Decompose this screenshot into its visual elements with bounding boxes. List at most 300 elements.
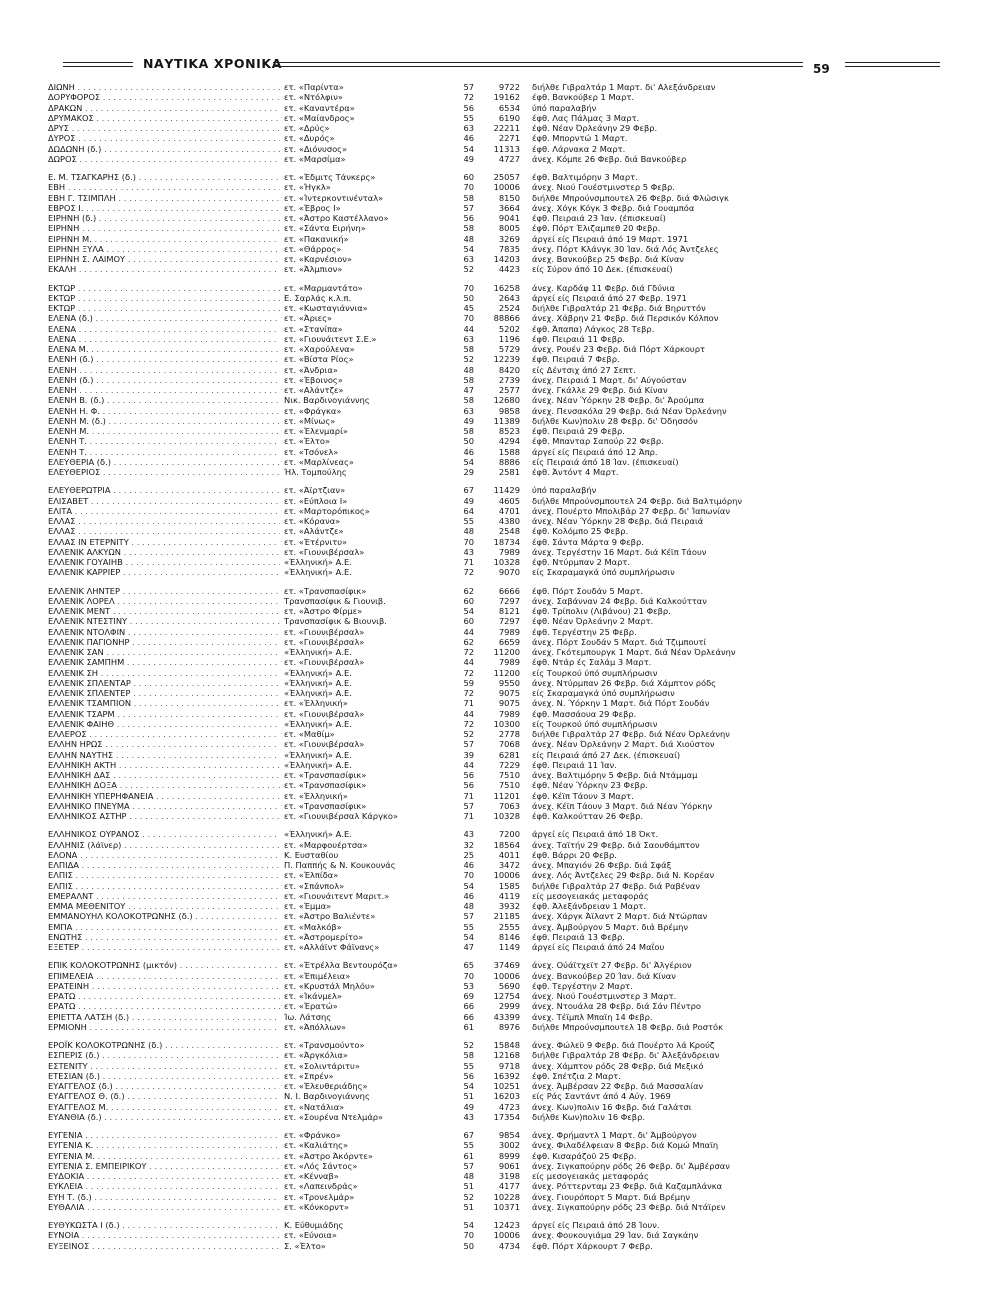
build-year: 50 xyxy=(463,436,474,447)
voyage-status: άνεχ. Χόγκ Κόγκ 3 Φεβρ. διά Γουαμπόα xyxy=(532,202,695,213)
ship-name: ΕΥΓΕΝΙΑ Κ. . . . xyxy=(48,1140,280,1150)
gross-tonnage: 5202 xyxy=(498,323,520,334)
voyage-status: άνεχ. Γκότεμπουργκ 1 Μαρτ. διά Νέαν Όρλεάνην xyxy=(532,647,736,657)
ship-name: ΕΚΤΩΡ . . . xyxy=(48,293,280,303)
build-year: 51 xyxy=(463,1091,474,1102)
voyage-status: έφθ. Πόρτ Σουδάν 5 Μαρτ. xyxy=(532,585,643,596)
gross-tonnage: 5729 xyxy=(498,344,520,354)
ship-name: ΕΚΤΩΡ . . . xyxy=(48,303,280,313)
build-year: 44 xyxy=(463,657,474,668)
voyage-status: έφθ. Μασσάουα 29 Φεβρ. xyxy=(532,708,637,719)
voyage-status: είς Πειραιά άπό 27 Δεκ. (έπισκευαί) xyxy=(532,749,681,760)
gross-tonnage: 8150 xyxy=(498,192,520,203)
ship-group xyxy=(48,829,943,952)
voyage-status: άνεχ. Γιουρόπορτ 5 Μαρτ. διά Βρέμην xyxy=(532,1191,690,1202)
gross-tonnage: 9550 xyxy=(498,677,520,688)
ship-name: ΔΩΔΩΝΗ (δ.) . . . xyxy=(48,144,280,154)
ship-row xyxy=(48,616,943,626)
ship-row xyxy=(48,457,943,467)
ship-row xyxy=(48,596,943,606)
ship-name: ΕΙΡΗΝΗ ΞΥΛΑ . . . xyxy=(48,244,280,254)
ship-owner: ετ. «Πακανική» xyxy=(284,233,349,244)
voyage-status: άνεχ. Ντουάλα 28 Φεβρ. διά Σάν Πέντρο xyxy=(532,1001,701,1012)
gross-tonnage: 10006 xyxy=(493,870,520,881)
build-year: 39 xyxy=(463,749,474,760)
build-year: 32 xyxy=(463,839,474,850)
voyage-status: άργεί είς Πειραιά άπό 28 Ίουν. xyxy=(532,1220,660,1230)
ship-name: ΔΟΡΥΦΟΡΟΣ . . . xyxy=(48,92,280,102)
ship-owner: ετ. «Σάντα Ειρήνη» xyxy=(284,223,366,234)
voyage-status: διήλθε Κων)πολιν 28 Φεβρ. δι' Όδησσόν xyxy=(532,415,698,426)
gross-tonnage: 9075 xyxy=(498,688,520,698)
gross-tonnage: 7297 xyxy=(498,595,520,606)
voyage-status: έφθ. Τεργέστην 2 Μαρτ. xyxy=(532,980,633,991)
ship-row xyxy=(48,1220,943,1230)
ship-row xyxy=(48,193,943,203)
ship-name: ΕΛΕΥΘΕΡΙΟΣ . . . xyxy=(48,467,280,477)
ship-row xyxy=(48,678,943,688)
ship-owner: Ήλ. Τομπούλης xyxy=(284,467,347,477)
ship-name: ΕΛΕΝΑ . . . xyxy=(48,324,280,334)
gross-tonnage: 7068 xyxy=(498,739,520,750)
ship-owner: ετ. «Άϊρτζιαν» xyxy=(284,485,346,496)
gross-tonnage: 6281 xyxy=(498,749,520,760)
ship-row xyxy=(48,750,943,760)
ship-row xyxy=(48,870,943,880)
gross-tonnage: 7510 xyxy=(498,780,520,791)
gross-tonnage: 12168 xyxy=(493,1050,520,1061)
ship-owner: ετ. «Εύνοια» xyxy=(284,1230,337,1241)
ship-owner: ετ. «Καρνέσιον» xyxy=(284,254,352,264)
build-year: 52 xyxy=(463,1040,474,1050)
ship-row xyxy=(48,606,943,616)
ship-owner: ετ. «Έμμα» xyxy=(284,901,332,911)
build-year: 56 xyxy=(463,213,474,223)
ship-name: ΕΜΕΡΑΛΝΤ . . . xyxy=(48,891,280,901)
build-year: 57 xyxy=(463,202,474,213)
voyage-status: άνεχ. Χάργκ Άϊλαντ 2 Μαρτ. διά Ντώρπαν xyxy=(532,911,708,922)
voyage-status: έφθ. Πειραιά 7 Φεβρ. xyxy=(532,354,620,365)
ship-owner: Σ. «Έλτο» xyxy=(284,1240,326,1251)
ship-row xyxy=(48,801,943,811)
voyage-status: άνεχ. Πειραιά 1 Μαρτ. δι' Αύγούσταν xyxy=(532,374,687,385)
ship-group xyxy=(48,586,943,822)
voyage-status: άνεχ. Τέϊμπλ Μπαϊη 14 Φεβρ. xyxy=(532,1011,653,1022)
gross-tonnage: 2548 xyxy=(498,526,520,537)
ship-owner: ετ. «Δυρός» xyxy=(284,133,335,144)
build-year: 71 xyxy=(463,811,474,821)
ship-row xyxy=(48,911,943,921)
ship-owner: ετ. «Μίνως» xyxy=(284,415,336,426)
ship-owner: «Έλληνική» Α.Ε. xyxy=(284,749,352,760)
ship-name: ΕΛΛΕΡΟΣ . . . xyxy=(48,729,280,739)
ship-owner: ετ. «Μαίανδρος» xyxy=(284,112,355,123)
ship-name: ΕΥΑΓΓΕΛΟΣ (δ.) . . . xyxy=(48,1081,280,1091)
ship-name: ΕΛΛΗΝΙΚΗ ΔΑΣ . . . xyxy=(48,770,280,780)
gross-tonnage: 10228 xyxy=(493,1191,520,1202)
ship-row xyxy=(48,881,943,891)
ship-group xyxy=(48,485,943,577)
ship-name: ΔΡΑΚΩΝ . . . xyxy=(48,103,280,113)
voyage-status: άνεχ. Νέαν Ύόρκην 28 Φεβρ. δι' Άρούμπα xyxy=(532,395,705,406)
voyage-status: άργεί είς Πειραιά άπό 18 Όκτ. xyxy=(532,829,659,840)
ship-name: ΕΒΗ . . . xyxy=(48,182,280,192)
ship-group xyxy=(48,1220,943,1251)
voyage-status: άνεχ. Χάμπτον ρόδς 28 Φεβρ. διά Μεξικό xyxy=(532,1060,704,1071)
ship-owner: ετ. «Έλληνική» xyxy=(284,698,348,709)
ship-owner: ετ. «Μαρφουέρτσα» xyxy=(284,839,368,850)
build-year: 57 xyxy=(463,911,474,922)
ship-name: ΕΛΕΝΗ Μ. . . . xyxy=(48,426,280,436)
ship-owner: ετ. «Έρατώ» xyxy=(284,1001,338,1012)
ship-name: ΕΡΟΪΚ ΚΟΛΟΚΟΤΡΩΝΗΣ (δ.) . . . xyxy=(48,1040,280,1050)
ship-row xyxy=(48,698,943,708)
gross-tonnage: 11200 xyxy=(493,647,520,657)
gross-tonnage: 17354 xyxy=(493,1111,520,1122)
build-year: 48 xyxy=(463,901,474,911)
build-year: 55 xyxy=(463,921,474,932)
ship-name: ΕΛΛΗΝΙΚΟΣ ΟΥΡΑΝΟΣ . . . xyxy=(48,829,280,839)
voyage-status: άνεχ. Ν. Ύόρκην 1 Μαρτ. διά Πόρτ Σουδάν xyxy=(532,698,710,709)
ship-name: ΕΥΗ Τ. (δ.) . . . xyxy=(48,1192,280,1202)
ship-owner: «Έλληνική» Α.Ε. xyxy=(284,647,352,657)
ship-name: ΕΡΑΤΕΙΝΗ . . . xyxy=(48,981,280,991)
ship-owner: ετ. «Γιουνιβέρσαλ» xyxy=(284,708,365,719)
voyage-status: άνεχ. Κόμπε 26 Φεβρ. διά Βανκούβερ xyxy=(532,153,687,164)
gross-tonnage: 12239 xyxy=(493,354,520,365)
gross-tonnage: 4734 xyxy=(498,1240,520,1251)
build-year: 65 xyxy=(463,960,474,971)
build-year: 58 xyxy=(463,192,474,203)
build-year: 58 xyxy=(463,1050,474,1061)
ship-name: ΕΛΛΗΝ ΗΡΩΣ . . . xyxy=(48,739,280,749)
voyage-status: διήλθε Μπρούνσμπουτελ 26 Φεβρ. διά Φλώσιγκ xyxy=(532,192,729,203)
ship-name: ΔΩΡΟΣ . . . xyxy=(48,154,280,164)
ship-name: ΕΜΠΑ . . . xyxy=(48,922,280,932)
ship-name: ΕΙΡΗΝΗ Μ. . . . xyxy=(48,234,280,244)
ship-name: ΕΛΛΕΝΙΚ ΣΠΛΕΝΤΑΡ . . . xyxy=(48,678,280,688)
ship-owner: ετ. «Έλευθεριάδης» xyxy=(284,1081,368,1091)
voyage-status: έφθ. Βάρρι 20 Φεβρ. xyxy=(532,849,617,860)
gross-tonnage: 21185 xyxy=(493,911,520,922)
gross-tonnage: 8146 xyxy=(498,931,520,942)
ship-name: ΕΛΕΥΘΕΡΩΤΡΙΑ . . . xyxy=(48,485,280,495)
voyage-status: άνεχ. Άμβέρσαν 22 Φεβρ. διά Μασσαλίαν xyxy=(532,1081,704,1091)
ship-row xyxy=(48,1130,943,1140)
gross-tonnage: 8886 xyxy=(498,456,520,467)
voyage-status: έφθ. Ντάρ ές Σαλάμ 3 Μαρτ. xyxy=(532,657,652,668)
ship-row xyxy=(48,436,943,446)
build-year: 63 xyxy=(463,405,474,416)
ship-row xyxy=(48,791,943,801)
ship-name: ΕΛΛΑΣ . . . xyxy=(48,516,280,526)
voyage-status: έφθ. Κέϊπ Τάουν 3 Μαρτ. xyxy=(532,790,634,801)
ship-row xyxy=(48,154,943,164)
build-year: 44 xyxy=(463,708,474,719)
ship-name: ΕΛΙΤΑ . . . xyxy=(48,506,280,516)
gross-tonnage: 3002 xyxy=(498,1140,520,1151)
ship-owner: ετ. «Τρανσπασίφικ» xyxy=(284,800,367,811)
ship-owner: ετ. «Βίστα Ρίος» xyxy=(284,354,354,365)
ship-name: ΕΡΑΤΩ . . . xyxy=(48,991,280,1001)
build-year: 70 xyxy=(463,282,474,293)
voyage-status: είς Τουρκού ύπό συμπλήρωσιν xyxy=(532,718,658,729)
build-year: 48 xyxy=(463,526,474,537)
build-year: 55 xyxy=(463,516,474,526)
ship-name: ΕΒΡΟΣ Ι. . . . xyxy=(48,203,280,213)
ship-row xyxy=(48,668,943,678)
gross-tonnage: 7989 xyxy=(498,657,520,668)
gross-tonnage: 9854 xyxy=(498,1130,520,1140)
build-year: 71 xyxy=(463,698,474,709)
ship-name: ΔΡΥΣ . . . xyxy=(48,123,280,133)
ship-row xyxy=(48,627,943,637)
ship-row xyxy=(48,283,943,293)
ship-group xyxy=(48,82,943,164)
build-year: 72 xyxy=(463,667,474,678)
ship-owner: ετ. «Μαρσίμα» xyxy=(284,153,346,164)
ship-row xyxy=(48,92,943,102)
ship-name: ΕΥΔΟΚΙΑ . . . xyxy=(48,1171,280,1181)
ship-name: ΕΠΙΜΕΛΕΙΑ . . . xyxy=(48,971,280,981)
ship-name: ΔΡΥΜΑΚΟΣ . . . xyxy=(48,113,280,123)
ship-row xyxy=(48,172,943,182)
gross-tonnage: 18564 xyxy=(493,839,520,850)
gross-tonnage: 4723 xyxy=(498,1101,520,1112)
ship-name: ΕΛΛΕΝΙΚ ΝΤΕΣΤΙΝΥ . . . xyxy=(48,616,280,626)
voyage-status: άνεχ. Φιλαδέλφειαν 8 Φεβρ. διά Κομώ Μπαϊη xyxy=(532,1140,719,1151)
build-year: 58 xyxy=(463,426,474,436)
build-year: 69 xyxy=(463,991,474,1001)
voyage-status: έφθ. Άλεξάνδρειαν 1 Μαρτ. xyxy=(532,901,646,911)
voyage-status: διήλθε Μπρούνσμπουτελ 18 Φεβρ. διά Ροστόκ xyxy=(532,1021,723,1032)
build-year: 46 xyxy=(463,890,474,901)
voyage-status: διήλθε Μπρούνσμπουτελ 24 Φεβρ. διά Βαλτιμόρην xyxy=(532,495,743,506)
gross-tonnage: 4294 xyxy=(498,436,520,447)
ship-row xyxy=(48,264,943,274)
gross-tonnage: 12754 xyxy=(493,991,520,1001)
ship-name: ΕΙΡΗΝΗ . . . xyxy=(48,223,280,233)
gross-tonnage: 15848 xyxy=(493,1040,520,1050)
ship-owner: ετ. «Γιουνιβέρσαλ» xyxy=(284,739,365,750)
ship-row xyxy=(48,496,943,506)
gross-tonnage: 10328 xyxy=(493,557,520,567)
ship-row xyxy=(48,840,943,850)
gross-tonnage: 1585 xyxy=(498,880,520,891)
ship-name: ΕΛΛΕΝΙΚ ΠΑΓΙΟΝΗΡ . . . xyxy=(48,637,280,647)
ship-owner: ετ. «Κωσταγιάννια» xyxy=(284,303,368,313)
ship-row xyxy=(48,932,943,942)
voyage-status: άργεί είς Πειραιά άπό 27 Φεβρ. 1971 xyxy=(532,292,687,303)
ship-name: ΕΡΑΤΩ . . . xyxy=(48,1001,280,1011)
ship-owner: ετ. «Λός Σάντος» xyxy=(284,1160,358,1171)
ship-name: ΕΛΛΕΝΙΚ ΤΣΑΡΜ . . . xyxy=(48,709,280,719)
ship-owner: ετ. «Ντόλφιν» xyxy=(284,92,344,103)
voyage-status: διήλθε Γιβραλτάρ 28 Φεβρ. δι' Άλεξάνδρειαν xyxy=(532,1050,720,1061)
gross-tonnage: 4119 xyxy=(498,890,520,901)
ship-name: ΕΥΓΕΝΙΑ Μ. . . . xyxy=(48,1151,280,1161)
gross-tonnage: 4423 xyxy=(498,264,520,275)
voyage-status: έφθ. Πειραιά 11 Φεβρ. xyxy=(532,333,625,344)
ship-owner: ετ. «Έτέρνιτυ» xyxy=(284,536,348,547)
build-year: 56 xyxy=(463,780,474,791)
ship-name: ΕΛΛΕΝΙΚ ΣΗ . . . xyxy=(48,668,280,678)
ship-row xyxy=(48,303,943,313)
ship-row xyxy=(48,1061,943,1071)
ship-row xyxy=(48,426,943,436)
ship-owner: ετ. «Άστρομερίτο» xyxy=(284,931,364,942)
voyage-status: άνεχ. Βανκούβερ 25 Φεβρ. διά Κίναν xyxy=(532,254,684,264)
ship-name: ΕΞΕΤΕΡ . . . xyxy=(48,942,280,952)
ship-name: ΕΚΑΛΗ . . . xyxy=(48,264,280,274)
voyage-status: άργεί είς Πειραιά άπό 19 Μαρτ. 1971 xyxy=(532,233,689,244)
gross-tonnage: 11313 xyxy=(493,143,520,154)
ship-owner: ετ. «Γιουνιβέρσαλ» xyxy=(284,636,365,647)
voyage-status: διήλθε Κων)πολιν 16 Φεβρ. xyxy=(532,1111,645,1122)
ship-owner: ετ. «Φράνκο» xyxy=(284,1130,341,1140)
ship-name: ΕΥΞΕΙΝΟΣ . . . xyxy=(48,1241,280,1251)
ship-group xyxy=(48,172,943,275)
build-year: 50 xyxy=(463,292,474,303)
gross-tonnage: 7989 xyxy=(498,626,520,637)
gross-tonnage: 3664 xyxy=(498,202,520,213)
voyage-status: έφθ. Καλκούτταν 26 Φεβρ. xyxy=(532,811,644,821)
ship-group xyxy=(48,960,943,1032)
voyage-status: είς Τουρκού ύπό συμπλήρωσιν xyxy=(532,667,658,678)
build-year: 66 xyxy=(463,1001,474,1012)
ship-owner: ετ. «Δρύς» xyxy=(284,123,330,133)
ship-name: ΕΛΛΕΝΙΚ ΦΑΙΗΘ . . . xyxy=(48,719,280,729)
voyage-status: άνεχ. Βαλτιμόρην 5 Φεβρ. διά Ντάμμαμ xyxy=(532,770,698,780)
voyage-status: έφθ. Τρίπολιν (Λιβάνου) 21 Φεβρ. xyxy=(532,606,671,616)
build-year: 54 xyxy=(463,456,474,467)
ship-row xyxy=(48,82,943,92)
gross-tonnage: 4177 xyxy=(498,1181,520,1192)
ship-owner: ετ. «Τρανσπασίφικ» xyxy=(284,780,367,791)
ship-row xyxy=(48,829,943,839)
ship-row xyxy=(48,1192,943,1202)
ship-owner: ετ. «Τσόνελ» xyxy=(284,446,339,457)
ship-name: ΕΛΛΗΝΙΚΗ ΑΚΤΗ . . . xyxy=(48,760,280,770)
voyage-status: άνεχ. Νιού Γουέστμινστερ 3 Μαρτ. xyxy=(532,991,677,1001)
ship-owner: Τρανσπασίφικ & Βιουνιβ. xyxy=(284,616,387,627)
gross-tonnage: 9718 xyxy=(498,1060,520,1071)
build-year: 52 xyxy=(463,264,474,275)
ship-row xyxy=(48,1230,943,1240)
build-year: 71 xyxy=(463,790,474,801)
ship-row xyxy=(48,144,943,154)
gross-tonnage: 9075 xyxy=(498,698,520,709)
build-year: 54 xyxy=(463,606,474,616)
voyage-status: έφθ. Κολόμπο 25 Φεβρ. xyxy=(532,526,629,537)
ship-name: ΕΥΑΓΓΕΛΟΣ Θ. (δ.) . . . xyxy=(48,1091,280,1101)
build-year: 46 xyxy=(463,446,474,457)
ship-row xyxy=(48,960,943,970)
ship-name: ΕΜΜΑ ΜΕΘΕΝΙΤΟΥ . . . xyxy=(48,901,280,911)
build-year: 48 xyxy=(463,233,474,244)
ship-row xyxy=(48,447,943,457)
ship-name: ΕΥΓΕΝΙΑ Σ. ΕΜΠΕΙΡΙΚΟΥ . . . xyxy=(48,1161,280,1171)
voyage-status: άνεχ. Πόρτ Σουδάν 5 Μαρτ. διά Τζιμπουτί xyxy=(532,636,707,647)
ship-owner: ετ. «Άστρο Άκόρντε» xyxy=(284,1150,373,1161)
build-year: 54 xyxy=(463,1081,474,1091)
ship-name: ΕΛΛΕΝΙΚ ΤΣΑΜΠΙΟΝ . . . xyxy=(48,698,280,708)
build-year: 63 xyxy=(463,123,474,133)
ship-owner: ετ. «Διόνυσος» xyxy=(284,143,348,154)
build-year: 53 xyxy=(463,980,474,991)
voyage-status: διήλθε Γιβραλτάρ 21 Φεβρ. διά Βηρυττόν xyxy=(532,303,706,313)
ship-name: ΕΛΛΕΝΙΚ ΓΟΥΑΙΗΒ . . . xyxy=(48,557,280,567)
ship-row xyxy=(48,1202,943,1212)
ship-owner: ετ. «Σουρένα Ντελμάρ» xyxy=(284,1111,384,1122)
ship-row xyxy=(48,567,943,577)
ship-row xyxy=(48,293,943,303)
build-year: 51 xyxy=(463,1201,474,1212)
ship-row xyxy=(48,375,943,385)
ship-name: ΕΛΠΙΣ . . . xyxy=(48,881,280,891)
gross-tonnage: 2524 xyxy=(498,303,520,313)
ship-row xyxy=(48,244,943,254)
ship-row xyxy=(48,1151,943,1161)
ship-name: ΕΛΛΑΣ ΙΝ ΕΤΕΡΝΙΤΥ . . . xyxy=(48,537,280,547)
gross-tonnage: 8976 xyxy=(498,1021,520,1032)
ship-row xyxy=(48,688,943,698)
voyage-status: έφθ. Νέαν Ύόρκην 23 Φεβρ. xyxy=(532,780,648,791)
ship-row xyxy=(48,395,943,405)
voyage-status: άνεχ. Νέαν Όρλεάνην 2 Μαρτ. διά Χιούστον xyxy=(532,739,715,750)
gross-tonnage: 10371 xyxy=(493,1201,520,1212)
ship-owner: ετ. «Έπιμέλεια» xyxy=(284,970,351,981)
build-year: 44 xyxy=(463,626,474,637)
ship-owner: ετ. «Γιουνιβέρσαλ» xyxy=(284,657,365,668)
ship-owner: ετ. «Καλιάτης» xyxy=(284,1140,349,1151)
ship-name: ΕΛΕΝΗ (δ.) . . . xyxy=(48,354,280,364)
build-year: 70 xyxy=(463,870,474,881)
ship-owner: ετ. «Μαθίμ» xyxy=(284,729,335,739)
ship-row xyxy=(48,739,943,749)
voyage-status: άνεχ. Πενσακόλα 29 Φεβρ. διά Νέαν Όρλεάνην xyxy=(532,405,727,416)
voyage-status: άνεχ. Χάβρην 21 Φεβρ. διά Περσικόν Κόλπον xyxy=(532,313,719,324)
build-year: 44 xyxy=(463,323,474,334)
voyage-status: άνεχ. Λός Άντζελες 29 Φεβρ. διά Ν. Κορέαν xyxy=(532,870,715,881)
ship-row xyxy=(48,324,943,334)
voyage-status: άνεχ. Φουκουγιάμα 29 Ίαν. διά Σαγκάην xyxy=(532,1230,699,1241)
build-year: 63 xyxy=(463,333,474,344)
ship-name: ΕΛΠΙΔΑ . . . xyxy=(48,860,280,870)
build-year: 50 xyxy=(463,1240,474,1251)
ship-row xyxy=(48,811,943,821)
gross-tonnage: 2739 xyxy=(498,374,520,385)
voyage-status: άνεχ. Φρήμαντλ 1 Μαρτ. δι' Άμβούργον xyxy=(532,1130,697,1140)
ship-group xyxy=(48,1040,943,1122)
voyage-status: άργεί είς Πειραιά άπό 24 Μαΐου xyxy=(532,942,665,952)
build-year: 56 xyxy=(463,102,474,113)
gross-tonnage: 1588 xyxy=(498,446,520,457)
gross-tonnage: 10300 xyxy=(493,718,520,729)
ship-row xyxy=(48,1181,943,1191)
ship-name: ΕΛΛΕΝΙΚ ΜΕΝΤ . . . xyxy=(48,606,280,616)
ship-register-list xyxy=(48,82,943,1259)
ship-owner: ετ. «Τρανσμούντο» xyxy=(284,1040,365,1050)
voyage-status: άνεχ. Ντύρμπαν 26 Φεβρ. διά Χάμπτον ρόδς xyxy=(532,677,717,688)
ship-name: ΕΥΑΓΓΕΛΟΣ Μ. . . . xyxy=(48,1102,280,1112)
ship-owner: ετ. «Παρίντα» xyxy=(284,82,344,92)
build-year: 25 xyxy=(463,849,474,860)
build-year: 44 xyxy=(463,759,474,770)
gross-tonnage: 11429 xyxy=(493,485,520,496)
ship-row xyxy=(48,1012,943,1022)
gross-tonnage: 14203 xyxy=(493,254,520,264)
